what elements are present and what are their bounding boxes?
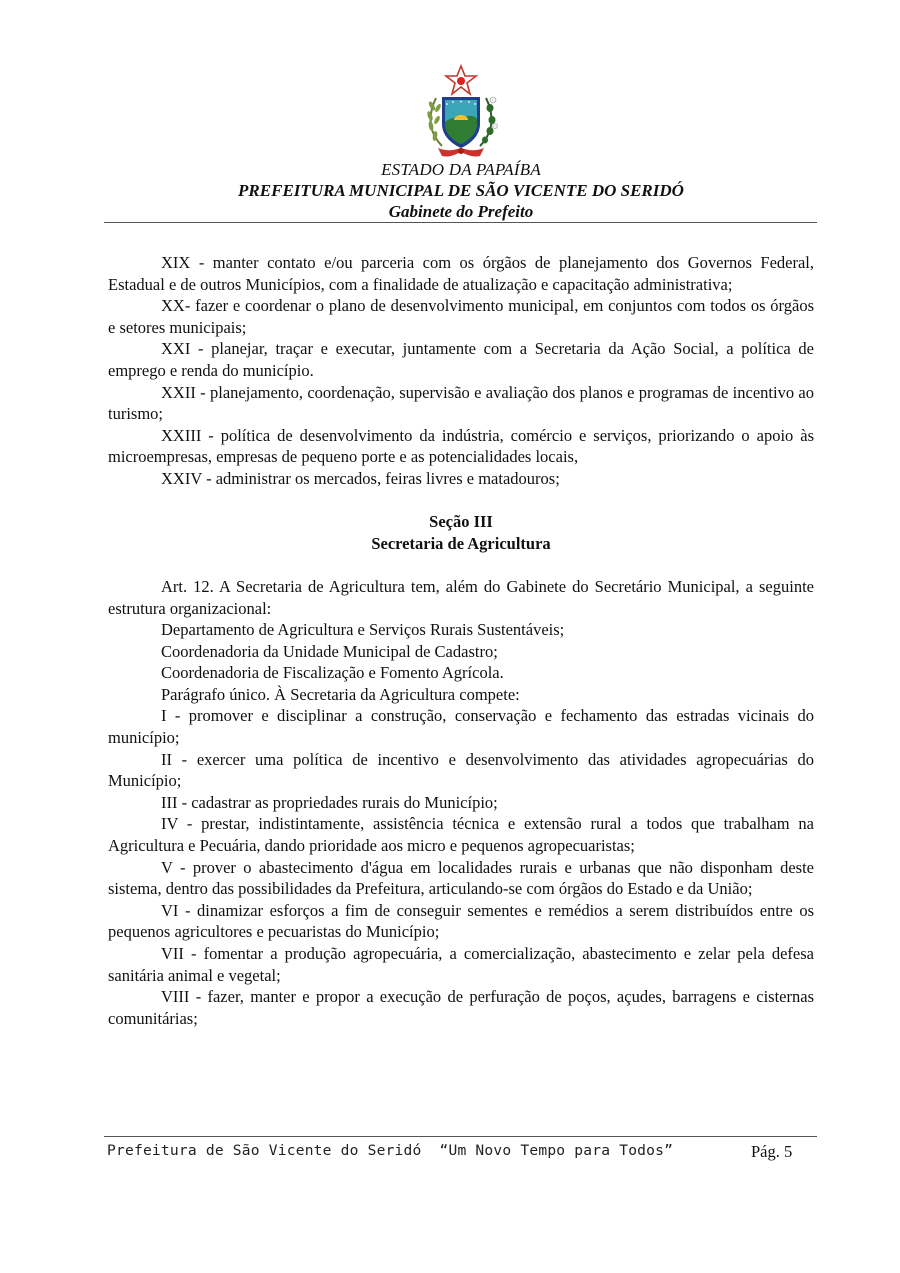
clause-xxi: XXI - planejar, traçar e executar, juntamente com a Secretaria da Ação Social, a política de emprego e renda do município. bbox=[108, 339, 814, 380]
footer-motto: Prefeitura de São Vicente do Seridó “Um Novo Tempo para Todos” bbox=[107, 1142, 674, 1159]
structure-item: Departamento de Agricultura e Serviços Rurais Sustentáveis; bbox=[161, 620, 565, 640]
clause-xxiii: XXIII - política de desenvolvimento da indústria, comércio e serviços, priorizando o apoio às microempresas, empresas de pequeno porte e as potencialidades locais, bbox=[108, 425, 814, 467]
office-name: Gabinete do Prefeito bbox=[388, 202, 534, 221]
page-number: Pág. 5 bbox=[751, 1142, 793, 1161]
clause-xx: XX- fazer e coordenar o plano de desenvolvimento municipal, em conjuntos com todos os órgãos e setores municipais; bbox=[108, 296, 814, 337]
coat-of-arms-icon bbox=[420, 64, 502, 160]
section-number: Seção III bbox=[429, 512, 493, 532]
spacer bbox=[108, 554, 814, 576]
header-divider bbox=[104, 222, 817, 223]
competence-item: V - prover o abastecimento d'água em localidades rurais e urbanas que não disponham deste sistema, dentro das possibilidades da Prefeitura, articulando-se com órgãos do Estado e da União; bbox=[108, 857, 814, 899]
competence-item: VII - fomentar a produção agropecuária, a comercialização, abastecimento e zelar pela defesa sanitária animal e vegetal; bbox=[108, 944, 814, 985]
spacer bbox=[108, 490, 814, 512]
competence-item: IV - prestar, indistintamente, assistência técnica e extensão rural a todos que trabalham na Agricultura e Pecuária, dando prioridade aos micro e pequenos agropecuaristas; bbox=[108, 814, 814, 856]
document-body bbox=[108, 252, 814, 1029]
competence-item: VI - dinamizar esforços a fim de conseguir sementes e remédios a serem distribuídos entre os pequenos agricultores e pecuaristas do Município; bbox=[108, 900, 814, 942]
structure-item: Coordenadoria da Unidade Municipal de Cadastro; bbox=[161, 641, 498, 661]
competence-item: VIII - fazer, manter e propor a execução de perfuração de poços, açudes, barragens e cisternas comunitárias; bbox=[108, 987, 814, 1028]
prefecture-name: PREFEITURA MUNICIPAL DE SÃO VICENTE DO SERIDÓ bbox=[238, 181, 684, 200]
article-12: Art. 12. A Secretaria de Agricultura tem, além do Gabinete do Secretário Municipal, a seguinte estrutura organizacional: bbox=[108, 576, 814, 618]
footer-divider bbox=[104, 1136, 817, 1137]
competence-item: III - cadastrar as propriedades rurais do Município; bbox=[161, 792, 498, 812]
sole-paragraph: Parágrafo único. À Secretaria da Agricultura compete: bbox=[161, 684, 520, 704]
clause-xxiv: XXIV - administrar os mercados, feiras livres e matadouros; bbox=[161, 468, 560, 488]
clause-xix: XIX - manter contato e/ou parceria com os órgãos de planejamento dos Governos Federal, Estadual e de outros Municípios, com a finalidade de atualização e capacitação administrativa; bbox=[108, 253, 814, 294]
structure-item: Coordenadoria de Fiscalização e Fomento Agrícola. bbox=[161, 663, 504, 683]
competence-item: II - exercer uma política de incentivo e desenvolvimento das atividades agropecuárias do Município; bbox=[108, 749, 814, 791]
section-title: Secretaria de Agricultura bbox=[371, 533, 551, 553]
competence-item: I - promover e disciplinar a construção, conservação e fechamento das estradas vicinais do município; bbox=[108, 706, 814, 748]
clause-xxii: XXII - planejamento, coordenação, supervisão e avaliação dos planos e programas de incentivo ao turismo; bbox=[108, 382, 814, 424]
state-name: ESTADO DA PAPAÍBA bbox=[381, 160, 541, 179]
